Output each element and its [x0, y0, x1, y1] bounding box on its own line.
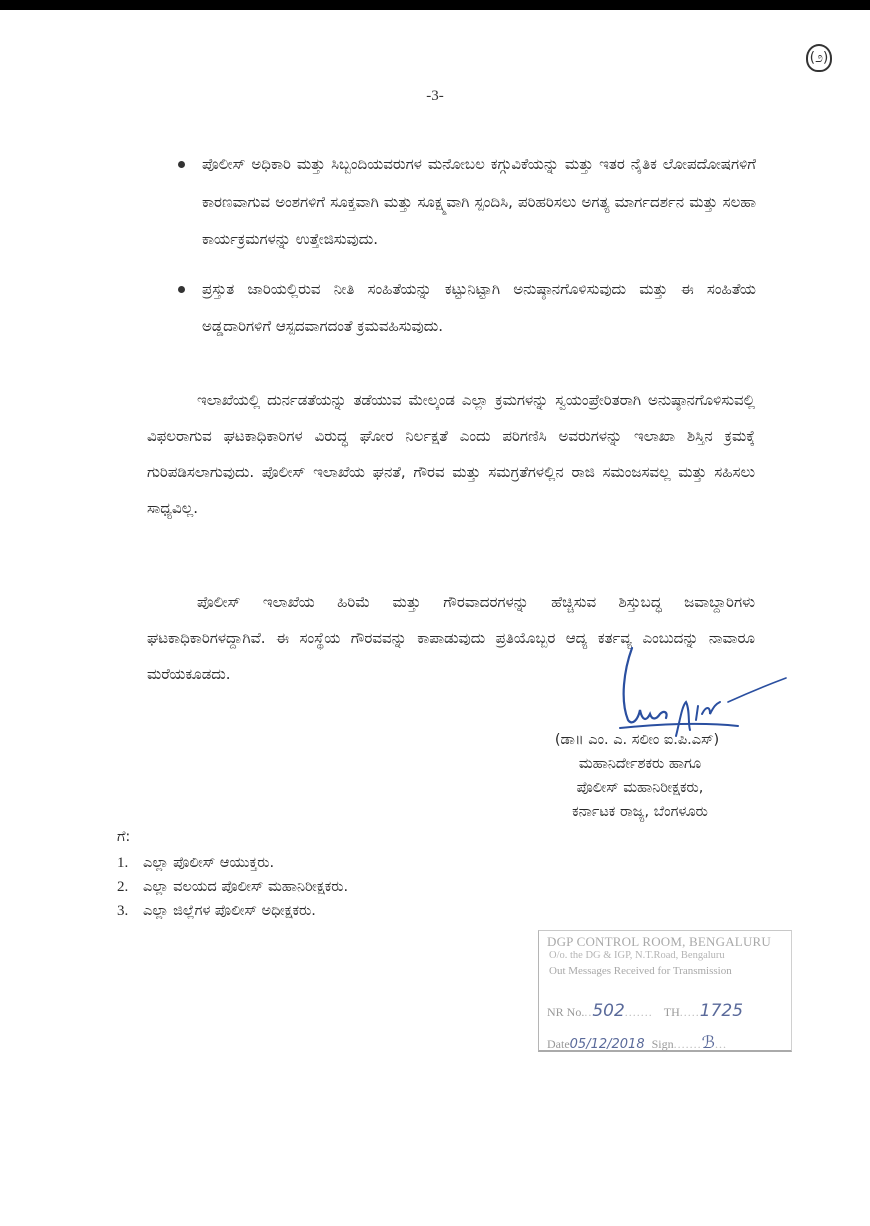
paragraph-responsibility: ಪೊಲೀಸ್ ಇಲಾಖೆಯ ಹಿರಿಮೆ ಮತ್ತು ಗೌರವಾದರಗಳನ್ನು ಹೆಚ್ಚಿಸುವ ಶಿಸ್ತುಬದ್ಧ ಜವಾಬ್ದಾರಿಗಳು ಘಟಕಾಧಿಕಾರಿಗಳದ್ದಾಗಿವೆ. ಈ ಸಂಸ್ಥೆಯ ಗೌರವವನ್ನು ಕಾಪಾಡುವುದು ಪ್ರತಿಯೊಬ್ಬರ ಆದ್ಯ ಕರ್ತವ್ಯ ಎಂಬುದನ್ನು ನಾವಾರೂ ಮರೆಯಕೂಡದು. — [147, 593, 755, 683]
signatory-name: (ಡಾ॥ ಎಂ. ಎ. ಸಲೀಂ ಐ.ಪಿ.ಎಸ್) — [554, 732, 720, 748]
scan-top-border — [0, 0, 870, 10]
stamp-subtitle: Out Messages Received for Transmission — [549, 965, 732, 977]
handwritten-page-mark: (೨) — [806, 44, 832, 72]
stamp-date-value: 05/12/2018 — [569, 1037, 645, 1052]
bullet-list — [174, 146, 756, 358]
recipients-label: ಗೆ: — [117, 829, 131, 845]
stamp-nr-value: 502 — [592, 1001, 625, 1021]
recipients-block — [117, 825, 348, 923]
stamp-title: DGP CONTROL ROOM, BENGALURU — [547, 934, 772, 949]
recipient-number: 2. — [117, 879, 129, 895]
signature-block — [520, 728, 760, 824]
signatory-title-line-1: ಮಹಾನಿರ್ದೇಶಕರು ಹಾಗೂ — [578, 756, 702, 772]
bullet-item-morale: ಪೊಲೀಸ್ ಅಧಿಕಾರಿ ಮತ್ತು ಸಿಬ್ಬಂದಿಯವರುಗಳ ಮನೋಬಲ ಕಗ್ಗುವಿಕೆಯನ್ನು ಮತ್ತು ಇತರ ನೈತಿಕ ಲೋಪದೋಷಗಳಿಗೆ ಕಾರಣವಾಗುವ ಅಂಶಗಳಿಗೆ ಸೂಕ್ತವಾಗಿ ಮತ್ತು ಸೂಕ್ಷ್ಮವಾಗಿ ಸ್ಪಂದಿಸಿ, ಪರಿಹರಿಸಲು ಅಗತ್ಯ ಮಾರ್ಗದರ್ಶನ ಮತ್ತು ಸಲಹಾ ಕಾರ್ಯಕ್ರಮಗಳನ್ನು ಉತ್ತೇಜಿಸುವುದು. — [174, 146, 756, 259]
control-room-stamp — [538, 930, 792, 1052]
page-number: -3- — [426, 88, 444, 104]
stamp-sign-label: Sign — [651, 1037, 674, 1051]
stamp-sign-mark: ℬ — [701, 1033, 715, 1053]
stamp-nr-row: NR No...502....... TH.....1725 — [547, 1001, 744, 1021]
paragraph-disciplinary-action: ಇಲಾಖೆಯಲ್ಲಿ ದುರ್ನಡತೆಯನ್ನು ತಡೆಯುವ ಮೇಲ್ಕಂಡ ಎಲ್ಲಾ ಕ್ರಮಗಳನ್ನು ಸ್ವಯಂಪ್ರೇರಿತರಾಗಿ ಅನುಷ್ಠಾನಗೊಳಿಸುವಲ್ಲಿ ವಿಫಲರಾಗುವ ಘಟಕಾಧಿಕಾರಿಗಳ ವಿರುದ್ಧ ಘೋರ ನಿರ್ಲಕ್ಷತೆ ಎಂದು ಪರಿಗಣಿಸಿ ಅವರುಗಳನ್ನು ಇಲಾಖಾ ಶಿಸ್ತಿನ ಕ್ರಮಕ್ಕೆ ಗುರಿಪಡಿಸಲಾಗುವುದು. ಪೊಲೀಸ್ ಇಲಾಖೆಯ ಘನತೆ, ಗೌರವ ಮತ್ತು ಸಮಗ್ರತೆಗಳಲ್ಲಿನ ರಾಜಿ ಸಮಂಜಸವಲ್ಲ ಮತ್ತು ಸಹಿಸಲು ಸಾಧ್ಯವಿಲ್ಲ. — [147, 391, 755, 517]
signatory-title-line-2: ಪೊಲೀಸ್ ಮಹಾನಿರೀಕ್ಷಕರು, — [576, 780, 704, 796]
signatory-title-line-3: ಕರ್ನಾಟಕ ರಾಜ್ಯ, ಬೆಂಗಳೂರು — [572, 804, 708, 820]
stamp-address: O/o. the DG & IGP, N.T.Road, Bengaluru — [549, 950, 725, 961]
recipient-number: 1. — [117, 855, 129, 871]
recipient-item — [117, 875, 348, 899]
signature-icon — [610, 640, 790, 740]
stamp-th-value: 1725 — [699, 1001, 744, 1021]
stamp-nr-label: NR No. — [547, 1005, 585, 1019]
recipient-text: ಎಲ್ಲಾ ಪೊಲೀಸ್ ಆಯುಕ್ತರು. — [143, 855, 275, 871]
bullet-item-code-of-conduct: ಪ್ರಸ್ತುತ ಜಾರಿಯಲ್ಲಿರುವ ನೀತಿ ಸಂಹಿತೆಯನ್ನು ಕಟ್ಟುನಿಟ್ಟಾಗಿ ಅನುಷ್ಠಾನಗೊಳಿಸುವುದು ಮತ್ತು ಈ ಸಂಹಿತೆಯ ಅಡ್ಡದಾರಿಗಳಿಗೆ ಆಸ್ಪದವಾಗದಂತೆ ಕ್ರಮವಹಿಸುವುದು. — [174, 271, 756, 346]
stamp-date-row: Date05/12/2018 Sign.......ℬ... — [547, 1033, 727, 1053]
stamp-date-label: Date — [547, 1037, 570, 1051]
recipient-text: ಎಲ್ಲಾ ಜಿಲ್ಲೆಗಳ ಪೊಲೀಸ್ ಅಧೀಕ್ಷಕರು. — [143, 903, 316, 919]
recipient-item — [117, 899, 348, 923]
stamp-th-label: TH — [663, 1005, 680, 1019]
recipient-number: 3. — [117, 903, 129, 919]
recipient-text: ಎಲ್ಲಾ ವಲಯದ ಪೊಲೀಸ್ ಮಹಾನಿರೀಕ್ಷಕರು. — [143, 879, 349, 895]
recipient-item — [117, 851, 348, 875]
